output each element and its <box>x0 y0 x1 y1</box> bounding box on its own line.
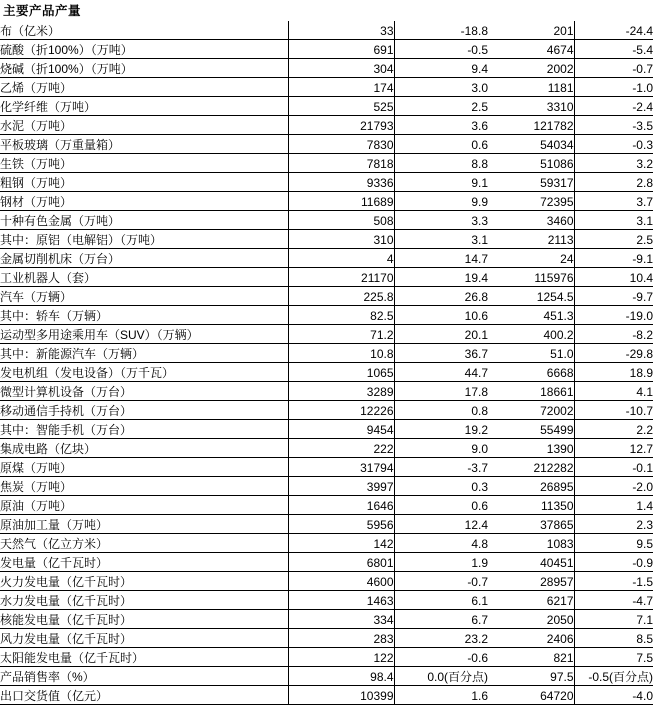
value-cell-v2: 6.7 <box>394 610 488 629</box>
product-name-cell: 硫酸（折100%）（万吨） <box>0 40 288 59</box>
value-cell-v4: -9.7 <box>574 287 653 306</box>
product-name-cell: 移动通信手持机（万台） <box>0 401 288 420</box>
value-cell-v4: 18.9 <box>574 363 653 382</box>
value-cell-v2: 9.4 <box>394 59 488 78</box>
product-name-cell: 其中：原铝（电解铝）（万吨） <box>0 230 288 249</box>
value-cell-v3: 18661 <box>488 382 574 401</box>
product-name-cell: 乙烯（万吨） <box>0 78 288 97</box>
table-row <box>0 401 653 420</box>
value-cell-v3: 1254.5 <box>488 287 574 306</box>
value-cell-v4: 9.5 <box>574 534 653 553</box>
value-cell-v2: 10.6 <box>394 306 488 325</box>
value-cell-v2: 0.3 <box>394 477 488 496</box>
value-cell-v2: 19.2 <box>394 420 488 439</box>
value-cell-v3: 1390 <box>488 439 574 458</box>
table-row <box>0 496 653 515</box>
value-cell-v3: 3460 <box>488 211 574 230</box>
value-cell-v3: 24 <box>488 249 574 268</box>
product-output-table <box>0 21 653 705</box>
value-cell-v1: 10399 <box>288 686 394 705</box>
value-cell-v2: 3.6 <box>394 116 488 135</box>
value-cell-v1: 7818 <box>288 154 394 173</box>
table-row <box>0 686 653 705</box>
value-cell-v4: 2.3 <box>574 515 653 534</box>
value-cell-v2: 4.8 <box>394 534 488 553</box>
value-cell-v1: 283 <box>288 629 394 648</box>
value-cell-v4: 7.5 <box>574 648 653 667</box>
value-cell-v3: 1083 <box>488 534 574 553</box>
product-name-cell: 天然气（亿立方米） <box>0 534 288 553</box>
value-cell-v3: 121782 <box>488 116 574 135</box>
value-cell-v2: 0.8 <box>394 401 488 420</box>
value-cell-v1: 1646 <box>288 496 394 515</box>
value-cell-v3: 72395 <box>488 192 574 211</box>
table-row <box>0 325 653 344</box>
value-cell-v1: 6801 <box>288 553 394 572</box>
value-cell-v2: 1.9 <box>394 553 488 572</box>
value-cell-v3: 6217 <box>488 591 574 610</box>
product-name-cell: 金属切削机床（万台） <box>0 249 288 268</box>
product-name-cell: 化学纤维（万吨） <box>0 97 288 116</box>
product-name-cell: 太阳能发电量（亿千瓦时） <box>0 648 288 667</box>
value-cell-v1: 174 <box>288 78 394 97</box>
value-cell-v2: 23.2 <box>394 629 488 648</box>
value-cell-v4: -9.1 <box>574 249 653 268</box>
value-cell-v2: 17.8 <box>394 382 488 401</box>
value-cell-v3: 115976 <box>488 268 574 287</box>
value-cell-v4: -2.0 <box>574 477 653 496</box>
value-cell-v2: 3.1 <box>394 230 488 249</box>
value-cell-v2: 44.7 <box>394 363 488 382</box>
product-name-cell: 运动型多用途乘用车（SUV）（万辆） <box>0 325 288 344</box>
value-cell-v2: 2.5 <box>394 97 488 116</box>
table-row <box>0 344 653 363</box>
value-cell-v1: 304 <box>288 59 394 78</box>
table-row <box>0 287 653 306</box>
product-name-cell: 产品销售率（%） <box>0 667 288 686</box>
value-cell-v1: 1463 <box>288 591 394 610</box>
product-name-cell: 钢材（万吨） <box>0 192 288 211</box>
product-name-cell: 平板玻璃（万重量箱） <box>0 135 288 154</box>
value-cell-v1: 10.8 <box>288 344 394 363</box>
value-cell-v3: 212282 <box>488 458 574 477</box>
value-cell-v3: 2113 <box>488 230 574 249</box>
value-cell-v3: 4674 <box>488 40 574 59</box>
table-row <box>0 268 653 287</box>
table-row <box>0 553 653 572</box>
table-row <box>0 192 653 211</box>
value-cell-v1: 3289 <box>288 382 394 401</box>
table-row <box>0 648 653 667</box>
value-cell-v4: -5.4 <box>574 40 653 59</box>
value-cell-v1: 82.5 <box>288 306 394 325</box>
value-cell-v2: 8.8 <box>394 154 488 173</box>
value-cell-v4: 3.2 <box>574 154 653 173</box>
value-cell-v3: 51086 <box>488 154 574 173</box>
value-cell-v1: 21793 <box>288 116 394 135</box>
value-cell-v2: 0.6 <box>394 496 488 515</box>
table-row <box>0 458 653 477</box>
value-cell-v4: -4.0 <box>574 686 653 705</box>
table-row <box>0 534 653 553</box>
page-title: 主要产品产量 <box>3 4 82 18</box>
product-name-cell: 发电机组（发电设备）（万千瓦） <box>0 363 288 382</box>
product-name-cell: 布（亿米） <box>0 21 288 40</box>
product-name-cell: 汽车（万辆） <box>0 287 288 306</box>
value-cell-v2: -0.5 <box>394 40 488 59</box>
value-cell-v4: 10.4 <box>574 268 653 287</box>
value-cell-v2: 1.6 <box>394 686 488 705</box>
value-cell-v4: 2.5 <box>574 230 653 249</box>
value-cell-v3: 54034 <box>488 135 574 154</box>
value-cell-v4: 3.1 <box>574 211 653 230</box>
product-name-cell: 核能发电量（亿千瓦时） <box>0 610 288 629</box>
table-row <box>0 40 653 59</box>
value-cell-v2: 3.0 <box>394 78 488 97</box>
product-name-cell: 集成电路（亿块） <box>0 439 288 458</box>
value-cell-v1: 525 <box>288 97 394 116</box>
table-row <box>0 667 653 686</box>
value-cell-v4: -0.3 <box>574 135 653 154</box>
value-cell-v4: 3.7 <box>574 192 653 211</box>
table-row <box>0 249 653 268</box>
value-cell-v1: 1065 <box>288 363 394 382</box>
table-row <box>0 477 653 496</box>
value-cell-v1: 225.8 <box>288 287 394 306</box>
table-body <box>0 21 653 705</box>
product-name-cell: 焦炭（万吨） <box>0 477 288 496</box>
value-cell-v3: 400.2 <box>488 325 574 344</box>
value-cell-v2: 9.1 <box>394 173 488 192</box>
value-cell-v3: 26895 <box>488 477 574 496</box>
table-row <box>0 629 653 648</box>
value-cell-v3: 2406 <box>488 629 574 648</box>
value-cell-v4: -0.9 <box>574 553 653 572</box>
value-cell-v1: 4600 <box>288 572 394 591</box>
value-cell-v2: 0.6 <box>394 135 488 154</box>
value-cell-v3: 72002 <box>488 401 574 420</box>
value-cell-v2: 9.0 <box>394 439 488 458</box>
table-row <box>0 515 653 534</box>
product-name-cell: 出口交货值（亿元） <box>0 686 288 705</box>
value-cell-v2: -3.7 <box>394 458 488 477</box>
value-cell-v2: -18.8 <box>394 21 488 40</box>
value-cell-v1: 122 <box>288 648 394 667</box>
table-row <box>0 116 653 135</box>
value-cell-v3: 37865 <box>488 515 574 534</box>
table-row <box>0 420 653 439</box>
value-cell-v4: 2.2 <box>574 420 653 439</box>
value-cell-v3: 64720 <box>488 686 574 705</box>
value-cell-v2: 6.1 <box>394 591 488 610</box>
value-cell-v1: 508 <box>288 211 394 230</box>
value-cell-v1: 222 <box>288 439 394 458</box>
value-cell-v3: 55499 <box>488 420 574 439</box>
product-name-cell: 原油（万吨） <box>0 496 288 515</box>
value-cell-v2: 9.9 <box>394 192 488 211</box>
value-cell-v1: 11689 <box>288 192 394 211</box>
value-cell-v1: 310 <box>288 230 394 249</box>
value-cell-v4: -29.8 <box>574 344 653 363</box>
value-cell-v4: 1.4 <box>574 496 653 515</box>
product-name-cell: 其中：新能源汽车（万辆） <box>0 344 288 363</box>
table-row <box>0 78 653 97</box>
value-cell-v3: 201 <box>488 21 574 40</box>
value-cell-v1: 71.2 <box>288 325 394 344</box>
table-row <box>0 230 653 249</box>
table-row <box>0 173 653 192</box>
value-cell-v3: 1181 <box>488 78 574 97</box>
value-cell-v2: 3.3 <box>394 211 488 230</box>
table-row <box>0 306 653 325</box>
value-cell-v3: 2002 <box>488 59 574 78</box>
value-cell-v2: 12.4 <box>394 515 488 534</box>
product-name-cell: 烧碱（折100%）（万吨） <box>0 59 288 78</box>
value-cell-v2: 0.0(百分点) <box>394 667 488 686</box>
value-cell-v1: 33 <box>288 21 394 40</box>
value-cell-v1: 31794 <box>288 458 394 477</box>
value-cell-v2: 36.7 <box>394 344 488 363</box>
value-cell-v2: 26.8 <box>394 287 488 306</box>
value-cell-v3: 59317 <box>488 173 574 192</box>
value-cell-v3: 11350 <box>488 496 574 515</box>
value-cell-v4: 7.1 <box>574 610 653 629</box>
value-cell-v4: 2.8 <box>574 173 653 192</box>
table-row <box>0 591 653 610</box>
value-cell-v4: -8.2 <box>574 325 653 344</box>
value-cell-v4: -24.4 <box>574 21 653 40</box>
value-cell-v1: 5956 <box>288 515 394 534</box>
value-cell-v1: 4 <box>288 249 394 268</box>
table-row <box>0 97 653 116</box>
table-row <box>0 21 653 40</box>
table-row <box>0 59 653 78</box>
value-cell-v1: 12226 <box>288 401 394 420</box>
value-cell-v1: 98.4 <box>288 667 394 686</box>
value-cell-v1: 9336 <box>288 173 394 192</box>
table-row <box>0 135 653 154</box>
value-cell-v3: 51.0 <box>488 344 574 363</box>
product-name-cell: 其中：轿车（万辆） <box>0 306 288 325</box>
value-cell-v4: -0.5(百分点) <box>574 667 653 686</box>
product-name-cell: 水泥（万吨） <box>0 116 288 135</box>
value-cell-v3: 2050 <box>488 610 574 629</box>
value-cell-v3: 451.3 <box>488 306 574 325</box>
value-cell-v1: 142 <box>288 534 394 553</box>
value-cell-v2: 19.4 <box>394 268 488 287</box>
value-cell-v2: -0.6 <box>394 648 488 667</box>
value-cell-v2: -0.7 <box>394 572 488 591</box>
product-name-cell: 其中：智能手机（万台） <box>0 420 288 439</box>
value-cell-v4: 8.5 <box>574 629 653 648</box>
value-cell-v4: -1.5 <box>574 572 653 591</box>
product-name-cell: 水力发电量（亿千瓦时） <box>0 591 288 610</box>
value-cell-v2: 14.7 <box>394 249 488 268</box>
value-cell-v1: 7830 <box>288 135 394 154</box>
product-name-cell: 微型计算机设备（万台） <box>0 382 288 401</box>
table-row <box>0 572 653 591</box>
value-cell-v4: -2.4 <box>574 97 653 116</box>
value-cell-v4: -10.7 <box>574 401 653 420</box>
product-name-cell: 风力发电量（亿千瓦时） <box>0 629 288 648</box>
product-name-cell: 发电量（亿千瓦时） <box>0 553 288 572</box>
value-cell-v1: 3997 <box>288 477 394 496</box>
value-cell-v4: -1.0 <box>574 78 653 97</box>
product-name-cell: 生铁（万吨） <box>0 154 288 173</box>
value-cell-v2: 20.1 <box>394 325 488 344</box>
value-cell-v3: 40451 <box>488 553 574 572</box>
value-cell-v1: 691 <box>288 40 394 59</box>
value-cell-v4: -3.5 <box>574 116 653 135</box>
value-cell-v3: 97.5 <box>488 667 574 686</box>
value-cell-v1: 9454 <box>288 420 394 439</box>
value-cell-v4: -0.7 <box>574 59 653 78</box>
value-cell-v1: 334 <box>288 610 394 629</box>
value-cell-v3: 28957 <box>488 572 574 591</box>
value-cell-v4: -0.1 <box>574 458 653 477</box>
product-name-cell: 火力发电量（亿千瓦时） <box>0 572 288 591</box>
value-cell-v1: 21170 <box>288 268 394 287</box>
table-row <box>0 154 653 173</box>
product-name-cell: 原油加工量（万吨） <box>0 515 288 534</box>
product-name-cell: 十种有色金属（万吨） <box>0 211 288 230</box>
product-name-cell: 粗钢（万吨） <box>0 173 288 192</box>
value-cell-v3: 6668 <box>488 363 574 382</box>
table-row <box>0 439 653 458</box>
value-cell-v4: 4.1 <box>574 382 653 401</box>
product-name-cell: 工业机器人（套） <box>0 268 288 287</box>
value-cell-v4: -19.0 <box>574 306 653 325</box>
value-cell-v4: -4.7 <box>574 591 653 610</box>
value-cell-v3: 821 <box>488 648 574 667</box>
table-row <box>0 382 653 401</box>
value-cell-v3: 3310 <box>488 97 574 116</box>
table-row <box>0 610 653 629</box>
table-row <box>0 211 653 230</box>
value-cell-v4: 12.7 <box>574 439 653 458</box>
product-name-cell: 原煤（万吨） <box>0 458 288 477</box>
table-row <box>0 363 653 382</box>
